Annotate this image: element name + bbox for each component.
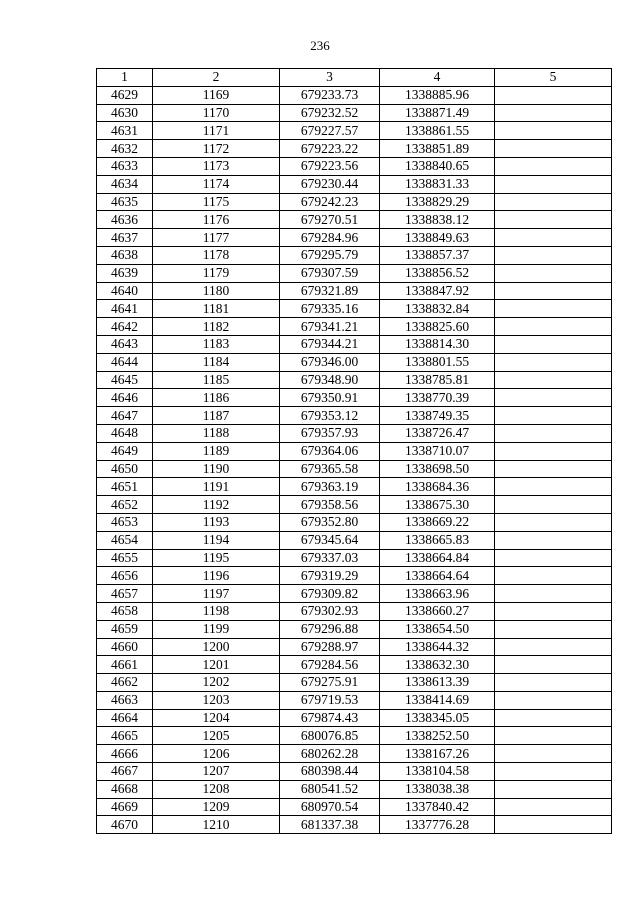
- table-row: [97, 389, 612, 407]
- table-row: [97, 424, 612, 442]
- table-row: [97, 798, 612, 816]
- table-cell: [495, 674, 612, 692]
- table-row: [97, 691, 612, 709]
- table-cell: 679341.21: [280, 318, 380, 336]
- table-cell: 1198: [153, 602, 280, 620]
- table-cell: 4640: [97, 282, 153, 300]
- table-cell: 1196: [153, 567, 280, 585]
- table-cell: 1210: [153, 816, 280, 834]
- table-cell: 1199: [153, 620, 280, 638]
- table-cell: 4666: [97, 745, 153, 763]
- table-cell: 4655: [97, 549, 153, 567]
- table-cell: 4632: [97, 140, 153, 158]
- table-row: [97, 638, 612, 656]
- table-cell: [495, 620, 612, 638]
- table-cell: 4631: [97, 122, 153, 140]
- table-cell: 679358.56: [280, 496, 380, 514]
- table-cell: 680076.85: [280, 727, 380, 745]
- table-cell: [495, 513, 612, 531]
- table-cell: 1201: [153, 656, 280, 674]
- table-cell: 679353.12: [280, 407, 380, 425]
- table-cell: 1338663.96: [380, 585, 495, 603]
- table-cell: [495, 727, 612, 745]
- table-row: [97, 513, 612, 531]
- table-cell: 680970.54: [280, 798, 380, 816]
- table-cell: 4669: [97, 798, 153, 816]
- table-cell: 1169: [153, 86, 280, 104]
- table-cell: [495, 567, 612, 585]
- table-cell: [495, 656, 612, 674]
- table-cell: 679357.93: [280, 424, 380, 442]
- table-row: [97, 496, 612, 514]
- table-row: [97, 709, 612, 727]
- table-cell: 1171: [153, 122, 280, 140]
- table-cell: 679363.19: [280, 478, 380, 496]
- table-cell: 1190: [153, 460, 280, 478]
- table-cell: 1338847.92: [380, 282, 495, 300]
- table-cell: 1193: [153, 513, 280, 531]
- table-cell: 1172: [153, 140, 280, 158]
- table-cell: [495, 549, 612, 567]
- table-cell: 1338832.84: [380, 300, 495, 318]
- table-cell: 1338167.26: [380, 745, 495, 763]
- table-cell: 679295.79: [280, 246, 380, 264]
- table-cell: 1338770.39: [380, 389, 495, 407]
- table-row: [97, 656, 612, 674]
- table-cell: 1338664.84: [380, 549, 495, 567]
- table-cell: [495, 442, 612, 460]
- table-cell: [495, 175, 612, 193]
- table-cell: 1338851.89: [380, 140, 495, 158]
- table-cell: 1338838.12: [380, 211, 495, 229]
- table-cell: [495, 335, 612, 353]
- table-cell: [495, 798, 612, 816]
- table-cell: 1337840.42: [380, 798, 495, 816]
- table-cell: 1194: [153, 531, 280, 549]
- table-cell: 4654: [97, 531, 153, 549]
- table-row: [97, 140, 612, 158]
- table-cell: [495, 709, 612, 727]
- table-cell: [495, 424, 612, 442]
- table-cell: 4664: [97, 709, 153, 727]
- table-cell: 1338669.22: [380, 513, 495, 531]
- table-cell: 1338345.05: [380, 709, 495, 727]
- table-row: [97, 727, 612, 745]
- table-cell: 1338849.63: [380, 229, 495, 247]
- table-cell: 1204: [153, 709, 280, 727]
- table-cell: 1338675.30: [380, 496, 495, 514]
- table-row: [97, 780, 612, 798]
- table-cell: 679223.22: [280, 140, 380, 158]
- table-cell: 1203: [153, 691, 280, 709]
- table-cell: 679874.43: [280, 709, 380, 727]
- table-cell: 679223.56: [280, 157, 380, 175]
- table-cell: 4635: [97, 193, 153, 211]
- table-row: [97, 531, 612, 549]
- table-row: [97, 122, 612, 140]
- table-cell: 1338726.47: [380, 424, 495, 442]
- table-cell: 1180: [153, 282, 280, 300]
- table-cell: 679288.97: [280, 638, 380, 656]
- table-cell: [495, 229, 612, 247]
- table-cell: 1338840.65: [380, 157, 495, 175]
- table-cell: 679307.59: [280, 264, 380, 282]
- table-cell: 4668: [97, 780, 153, 798]
- table-cell: [495, 691, 612, 709]
- table-cell: [495, 763, 612, 781]
- table-cell: 679284.56: [280, 656, 380, 674]
- table-cell: 680398.44: [280, 763, 380, 781]
- table-row: [97, 264, 612, 282]
- table-cell: 679365.58: [280, 460, 380, 478]
- table-cell: 679719.53: [280, 691, 380, 709]
- table-cell: 1338825.60: [380, 318, 495, 336]
- table-cell: 1170: [153, 104, 280, 122]
- table-cell: 1186: [153, 389, 280, 407]
- table-row: [97, 104, 612, 122]
- table-cell: [495, 478, 612, 496]
- table-cell: 1173: [153, 157, 280, 175]
- table-row: [97, 175, 612, 193]
- table-cell: 4646: [97, 389, 153, 407]
- table-cell: 1191: [153, 478, 280, 496]
- table-row: [97, 407, 612, 425]
- table-cell: 1195: [153, 549, 280, 567]
- column-header: 5: [495, 69, 612, 87]
- table-row: [97, 246, 612, 264]
- table-cell: 4647: [97, 407, 153, 425]
- table-cell: [495, 300, 612, 318]
- table-row: [97, 478, 612, 496]
- table-cell: 679232.52: [280, 104, 380, 122]
- table-cell: 1185: [153, 371, 280, 389]
- table-cell: [495, 282, 612, 300]
- table-row: [97, 763, 612, 781]
- column-header: 4: [380, 69, 495, 87]
- table-cell: 1177: [153, 229, 280, 247]
- table-cell: 1176: [153, 211, 280, 229]
- table-cell: [495, 496, 612, 514]
- table-cell: 679346.00: [280, 353, 380, 371]
- table-cell: 1338252.50: [380, 727, 495, 745]
- table-cell: [495, 193, 612, 211]
- table-cell: 1338801.55: [380, 353, 495, 371]
- table-cell: 4658: [97, 602, 153, 620]
- table-cell: 679284.96: [280, 229, 380, 247]
- table-cell: 1175: [153, 193, 280, 211]
- table-cell: 1181: [153, 300, 280, 318]
- table-cell: 4642: [97, 318, 153, 336]
- table-cell: 680262.28: [280, 745, 380, 763]
- column-header: 2: [153, 69, 280, 87]
- table-cell: [495, 745, 612, 763]
- table-cell: 1208: [153, 780, 280, 798]
- table-cell: 1182: [153, 318, 280, 336]
- table-cell: [495, 157, 612, 175]
- table-cell: 4661: [97, 656, 153, 674]
- table-row: [97, 335, 612, 353]
- table-cell: 1338684.36: [380, 478, 495, 496]
- table-cell: 679270.51: [280, 211, 380, 229]
- table-cell: 4633: [97, 157, 153, 175]
- table-cell: 679344.21: [280, 335, 380, 353]
- table-row: [97, 674, 612, 692]
- table-cell: 4660: [97, 638, 153, 656]
- table-cell: 4662: [97, 674, 153, 692]
- table-cell: 1178: [153, 246, 280, 264]
- table-cell: 4645: [97, 371, 153, 389]
- table-cell: 1192: [153, 496, 280, 514]
- column-header: 3: [280, 69, 380, 87]
- table-cell: 1189: [153, 442, 280, 460]
- table-cell: 1184: [153, 353, 280, 371]
- table-row: [97, 353, 612, 371]
- table-header-row: [97, 69, 612, 87]
- table-cell: 1338654.50: [380, 620, 495, 638]
- table-cell: [495, 246, 612, 264]
- table-cell: 1338871.49: [380, 104, 495, 122]
- table-cell: 1338632.30: [380, 656, 495, 674]
- table-cell: 4629: [97, 86, 153, 104]
- table-row: [97, 460, 612, 478]
- table-cell: [495, 122, 612, 140]
- table-cell: [495, 211, 612, 229]
- table-cell: 1338814.30: [380, 335, 495, 353]
- table-cell: 4648: [97, 424, 153, 442]
- table-cell: 679233.73: [280, 86, 380, 104]
- table-cell: 679242.23: [280, 193, 380, 211]
- table-cell: 1338829.29: [380, 193, 495, 211]
- table-cell: 679302.93: [280, 602, 380, 620]
- table-cell: 679364.06: [280, 442, 380, 460]
- table-cell: [495, 264, 612, 282]
- table-cell: 679350.91: [280, 389, 380, 407]
- table-row: [97, 300, 612, 318]
- table-cell: 679352.80: [280, 513, 380, 531]
- table-cell: 679335.16: [280, 300, 380, 318]
- table-cell: 4667: [97, 763, 153, 781]
- table-cell: 4649: [97, 442, 153, 460]
- table-row: [97, 816, 612, 834]
- coordinates-table: [96, 68, 612, 834]
- table-cell: 1338885.96: [380, 86, 495, 104]
- table-cell: 679345.64: [280, 531, 380, 549]
- table-cell: 680541.52: [280, 780, 380, 798]
- table-cell: 1338857.37: [380, 246, 495, 264]
- table-row: [97, 442, 612, 460]
- table-cell: 1337776.28: [380, 816, 495, 834]
- table-cell: [495, 780, 612, 798]
- table-cell: 1209: [153, 798, 280, 816]
- table-cell: 4663: [97, 691, 153, 709]
- table-cell: 679319.29: [280, 567, 380, 585]
- table-row: [97, 549, 612, 567]
- table-cell: 1206: [153, 745, 280, 763]
- table-cell: 1205: [153, 727, 280, 745]
- table-cell: 679227.57: [280, 122, 380, 140]
- table-row: [97, 585, 612, 603]
- table-cell: 1188: [153, 424, 280, 442]
- table-cell: [495, 816, 612, 834]
- table-cell: 1338038.38: [380, 780, 495, 798]
- table-row: [97, 745, 612, 763]
- table-row: [97, 86, 612, 104]
- table-cell: 1338856.52: [380, 264, 495, 282]
- table-row: [97, 157, 612, 175]
- table-cell: 679348.90: [280, 371, 380, 389]
- table-cell: 1200: [153, 638, 280, 656]
- table-cell: [495, 531, 612, 549]
- table-cell: 1338710.07: [380, 442, 495, 460]
- table-cell: 4656: [97, 567, 153, 585]
- table-cell: [495, 140, 612, 158]
- table-cell: 1338698.50: [380, 460, 495, 478]
- table-cell: [495, 353, 612, 371]
- table-cell: 679296.88: [280, 620, 380, 638]
- table-body: [97, 86, 612, 833]
- table-cell: 1338644.32: [380, 638, 495, 656]
- table-cell: [495, 638, 612, 656]
- table-cell: 4652: [97, 496, 153, 514]
- table-cell: 4670: [97, 816, 153, 834]
- table-cell: 4641: [97, 300, 153, 318]
- table-cell: 1179: [153, 264, 280, 282]
- table-cell: 4630: [97, 104, 153, 122]
- table-cell: 1338613.39: [380, 674, 495, 692]
- table-cell: [495, 318, 612, 336]
- table-cell: 1338660.27: [380, 602, 495, 620]
- table-row: [97, 229, 612, 247]
- table-row: [97, 567, 612, 585]
- table-cell: 679321.89: [280, 282, 380, 300]
- table-cell: 4657: [97, 585, 153, 603]
- table-cell: 4636: [97, 211, 153, 229]
- table-cell: 4637: [97, 229, 153, 247]
- table-cell: 1187: [153, 407, 280, 425]
- table-cell: [495, 460, 612, 478]
- table-cell: 1174: [153, 175, 280, 193]
- table-cell: 1338665.83: [380, 531, 495, 549]
- table-cell: 679337.03: [280, 549, 380, 567]
- table-cell: 4634: [97, 175, 153, 193]
- table-cell: 681337.38: [280, 816, 380, 834]
- column-header: 1: [97, 69, 153, 87]
- table-cell: 679230.44: [280, 175, 380, 193]
- table-cell: 1338664.64: [380, 567, 495, 585]
- table-cell: 1338749.35: [380, 407, 495, 425]
- table-cell: 1207: [153, 763, 280, 781]
- table-row: [97, 211, 612, 229]
- table-cell: 1202: [153, 674, 280, 692]
- table-row: [97, 318, 612, 336]
- table-cell: 4643: [97, 335, 153, 353]
- table-cell: 1338414.69: [380, 691, 495, 709]
- table-row: [97, 282, 612, 300]
- table-cell: [495, 86, 612, 104]
- table-cell: [495, 371, 612, 389]
- table-row: [97, 371, 612, 389]
- table-cell: 4639: [97, 264, 153, 282]
- table-cell: [495, 104, 612, 122]
- table-cell: 4650: [97, 460, 153, 478]
- table-cell: 4638: [97, 246, 153, 264]
- table-cell: 679275.91: [280, 674, 380, 692]
- table-cell: 1338831.33: [380, 175, 495, 193]
- table-cell: 1338861.55: [380, 122, 495, 140]
- table-cell: [495, 585, 612, 603]
- table-row: [97, 620, 612, 638]
- page-number: 236: [310, 38, 330, 53]
- table-cell: 1338104.58: [380, 763, 495, 781]
- table-cell: 679309.82: [280, 585, 380, 603]
- table-cell: 4653: [97, 513, 153, 531]
- table-cell: [495, 389, 612, 407]
- table-row: [97, 602, 612, 620]
- table-row: [97, 193, 612, 211]
- table-cell: 4644: [97, 353, 153, 371]
- table-cell: 1338785.81: [380, 371, 495, 389]
- table-cell: 1183: [153, 335, 280, 353]
- table-cell: [495, 602, 612, 620]
- table-cell: [495, 407, 612, 425]
- table-cell: 4659: [97, 620, 153, 638]
- table-cell: 4665: [97, 727, 153, 745]
- table-cell: 4651: [97, 478, 153, 496]
- table-cell: 1197: [153, 585, 280, 603]
